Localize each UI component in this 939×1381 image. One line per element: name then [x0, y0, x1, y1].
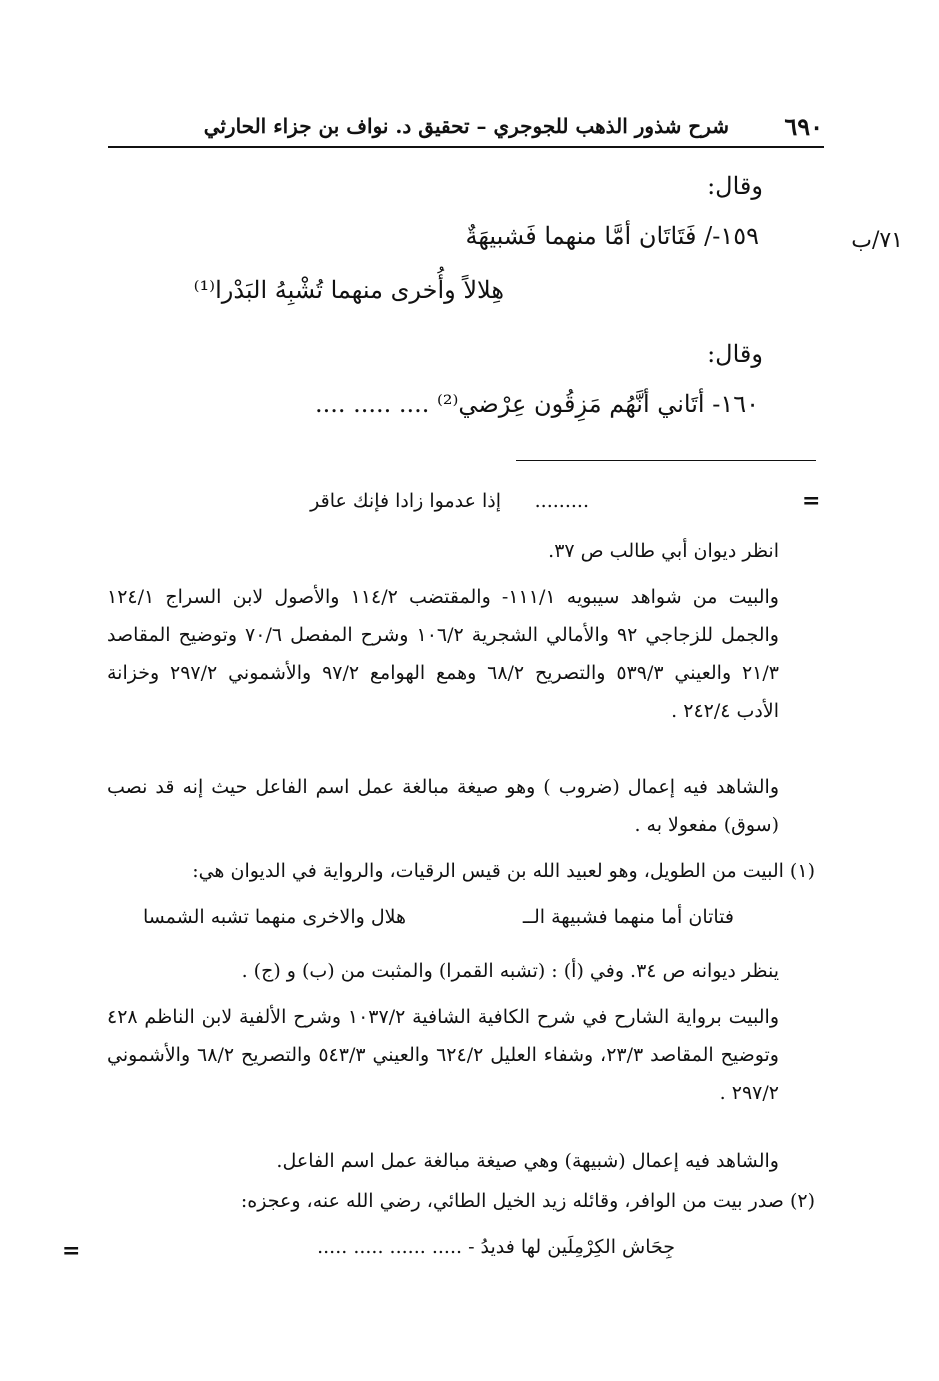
- header-rule: [108, 146, 824, 148]
- verse-159-first-hemistich: ١٥٩-/ فَتَاتَان أمَّا منهما فَشبيهَةٌ: [465, 222, 759, 250]
- footnote-1-verse-second: هلال والاخرى منهما تشبه الشمسا: [142, 906, 406, 928]
- page-number: ٦٩٠: [784, 112, 823, 141]
- continued-verse: إذا عدموا زادا فإنك عاقر: [310, 490, 501, 512]
- footnote-separator: [516, 460, 816, 461]
- continued-verse-dots: .........: [534, 490, 589, 512]
- footnote-1-intro: (١) البيت من الطويل، وهو لعبيد الله بن قيس الرقيات، والرواية في الديوان هي:: [192, 860, 815, 882]
- footnote-shahid: والشاهد فيه إعمال (ضروب ) وهو صيغة مبالغة عمل اسم الفاعل حيث إنه قد نصب (سوق) مفعولا به .: [107, 776, 779, 836]
- verse-intro-label: وقال:: [707, 172, 763, 200]
- footnote-reference: انظر ديوان أبي طالب ص ٣٧.: [548, 540, 779, 562]
- footnote-2-intro: (٢) صدر بيت من الوافر، وقائله زيد الخيل الطائي، رضي الله عنه، وعجزه:: [240, 1190, 815, 1212]
- footnote-1-verse-first: فتاتان أما منهما فشبيهة الــ: [522, 906, 734, 928]
- continuation-marker: =: [802, 488, 821, 514]
- footnote-sources: والبيت من شواهد سيبويه ١١١/١- والمقتضب ١١٤/٢ والأصول لابن السراج ١٢٤/١ والجمل للزجاجي ٩٢ والأمالي الشجرية ١٠٦/٢ وشرح المفصل ٧٠/٦ وتوضيح المقاصد ٢١/٣ والعيني ٥٣٩/٣ والتصريح ٦٨/٢ وهمع الهوامع ٩٧/٢ والأشموني ٢٩٧/٢ وخزانة الأدب ٢٤٢/٤ .: [107, 586, 779, 722]
- manuscript-folio-note: ٧١/ب: [851, 228, 903, 253]
- running-header-title: شرح شذور الذهب للجوجري – تحقيق د. نواف بن جزاء الحارثي: [203, 114, 729, 138]
- verse-intro-label-2: وقال:: [707, 340, 763, 368]
- end-continuation-marker: =: [62, 1238, 81, 1264]
- verse-160: ١٦٠- أتَاني أنَّهُم مَزِقُون عِرْضي⁽²⁾ .... ..... ....: [314, 390, 759, 418]
- footnote-2-verse: جِحَاش الكِرْمِلَين لها فديدُ - ..... ...... ..... .....: [317, 1236, 675, 1258]
- footnote-1-reference: ينظر ديوانه ص ٣٤. وفي (أ) : (تشبه القمرا) والمثبت من (ب) و (ج) .: [241, 960, 779, 982]
- verse-159-second-hemistich: هِلالاً وأُخرى منهما تُشْبِهُ البَدْرا⁽¹⁾: [193, 276, 504, 304]
- footnote-1-sources: والبيت برواية الشارح في شرح الكافية الشافية ١٠٣٧/٢ وشرح الألفية لابن الناظم ٤٢٨ وتوضيح المقاصد ٢٣/٣، وشفاء العليل ٦٢٤/٢ والعيني ٥٤٣/٣ والتصريح ٦٨/٢ والأشموني ٢٩٧/٢ .: [107, 1006, 780, 1104]
- footnote-1-shahid: والشاهد فيه إعمال (شبيهة) وهي صيغة مبالغة عمل اسم الفاعل.: [276, 1150, 779, 1172]
